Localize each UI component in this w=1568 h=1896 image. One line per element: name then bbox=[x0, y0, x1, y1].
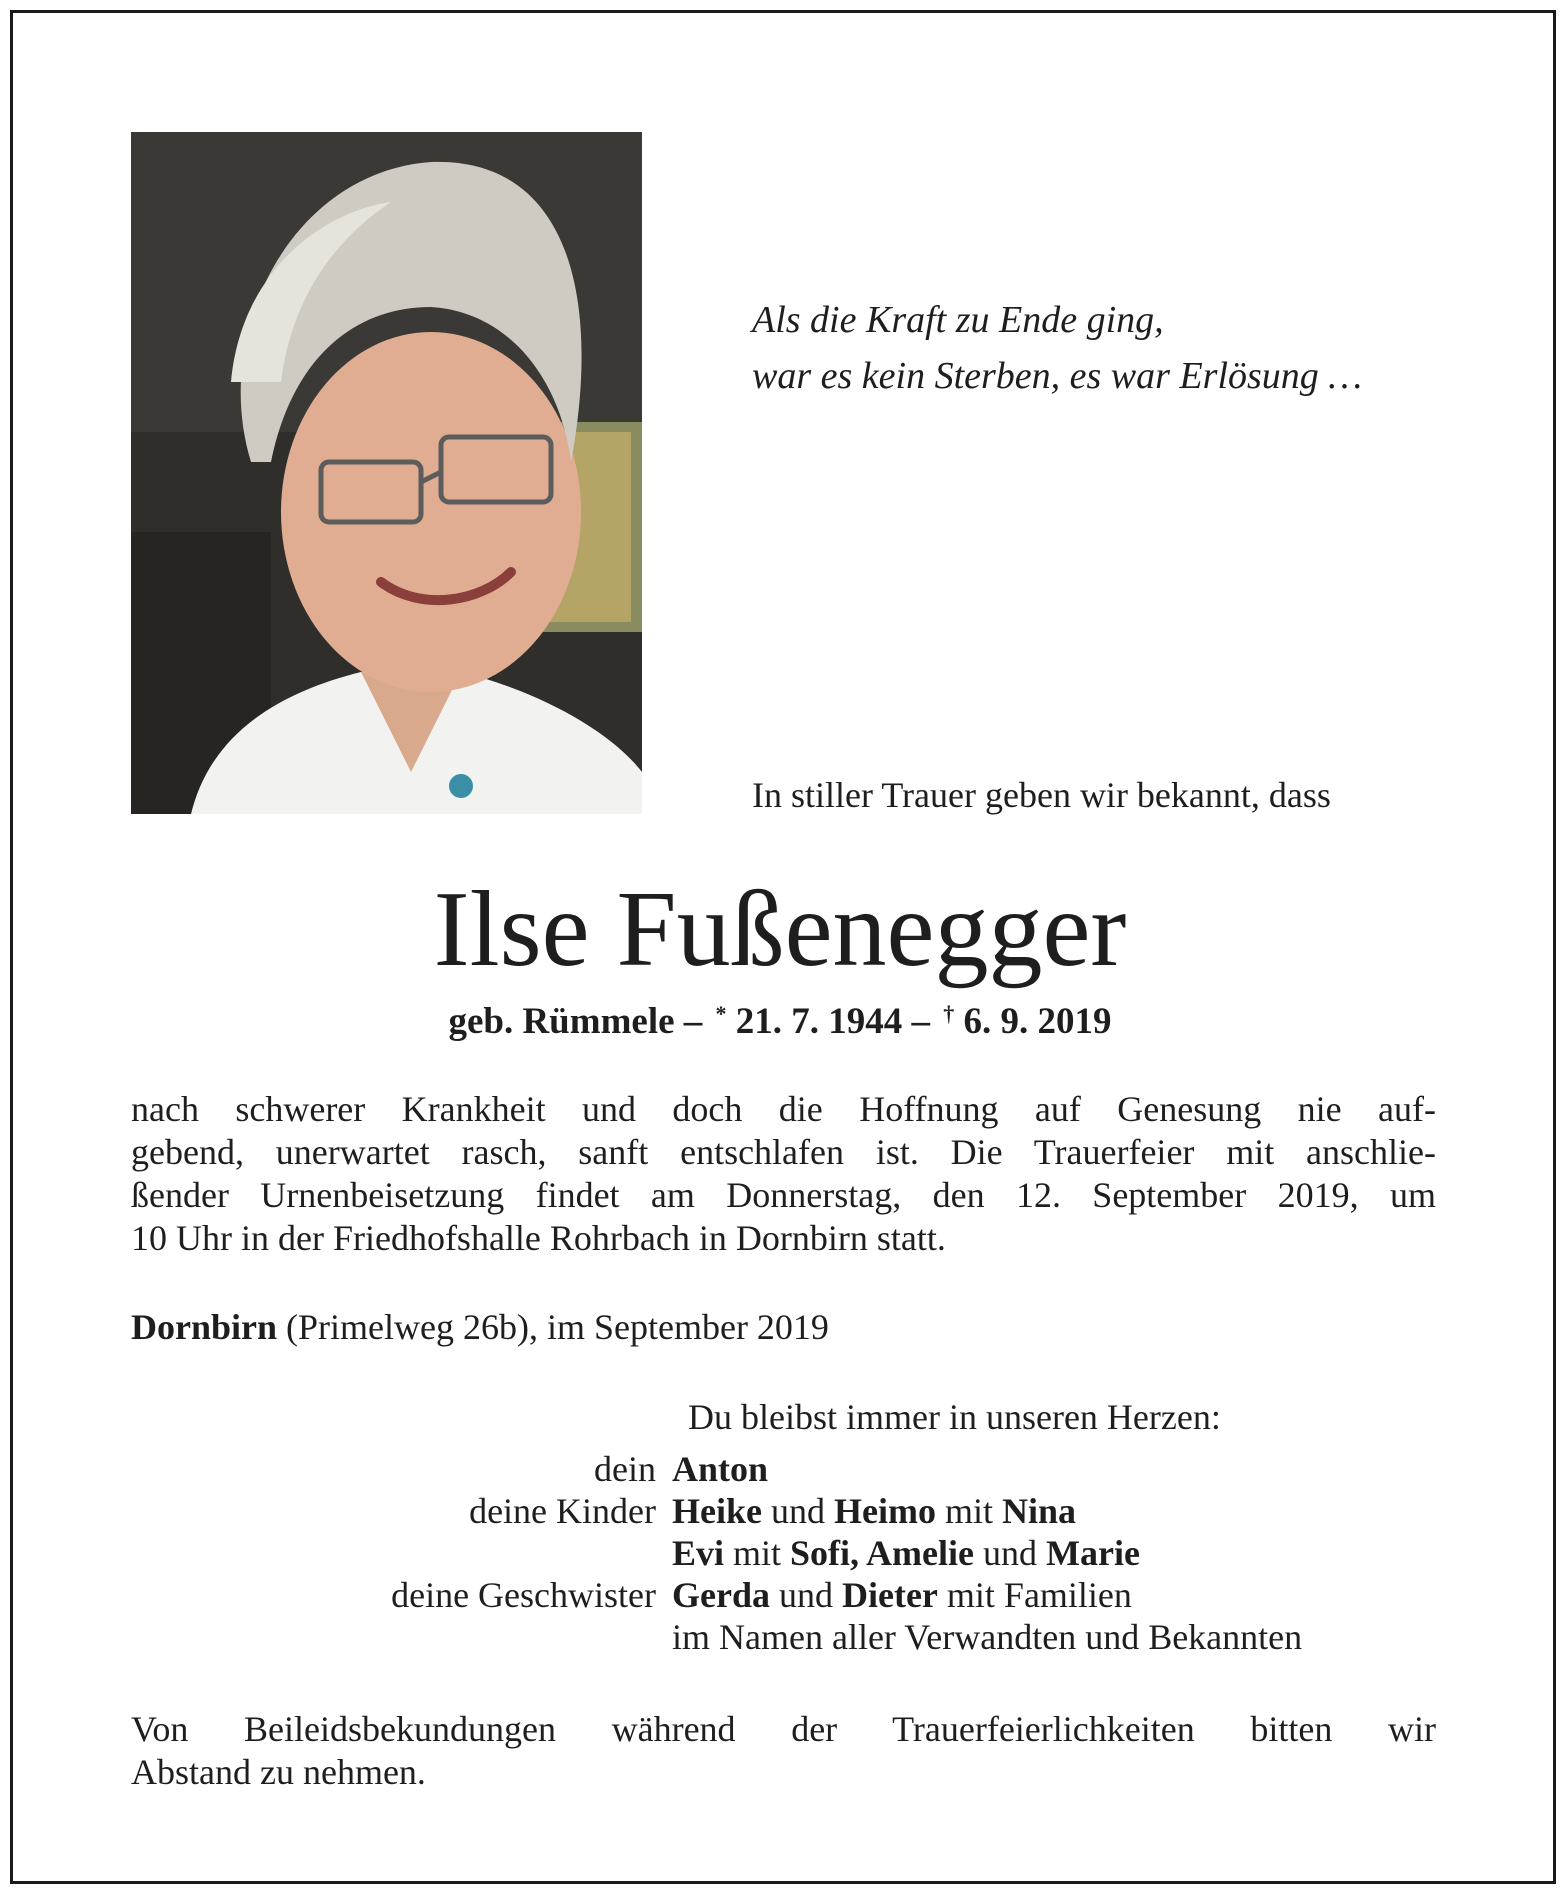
mourner-connector: mit bbox=[935, 1491, 1002, 1531]
notice-body bbox=[131, 1088, 1436, 1260]
mourner-name: Heimo bbox=[833, 1491, 936, 1531]
body-line: gebend, unerwartet rasch, sanft entschlafen ist. Die Trauerfeier mit anschlie- bbox=[131, 1132, 1436, 1172]
mourner-relation bbox=[131, 1616, 672, 1658]
mourner-relation: deine Kinder bbox=[469, 1491, 656, 1531]
birth-death-line bbox=[0, 1000, 1568, 1043]
announcement-text: In stiller Trauer geben wir bekannt, dass bbox=[752, 775, 1331, 815]
closing-line: Du bleibst immer in unseren Herzen: bbox=[688, 1397, 1221, 1437]
mourners-list bbox=[131, 1448, 1436, 1658]
place-date-line bbox=[131, 1306, 829, 1348]
final-line: Von Beileidsbekundungen während der Trauerfeierlichkeiten bitten wir bbox=[131, 1709, 1436, 1749]
portrait-photo bbox=[131, 132, 642, 814]
mourner-connector: mit bbox=[724, 1533, 791, 1573]
mourner-name: Dieter bbox=[841, 1575, 938, 1615]
mourner-names bbox=[672, 1490, 1436, 1532]
mourner-name: Heike bbox=[672, 1491, 762, 1531]
deceased-name bbox=[0, 870, 1568, 990]
death-date: 6. 9. 2019 bbox=[954, 1001, 1112, 1042]
mourner-relation bbox=[131, 1532, 672, 1574]
final-note bbox=[131, 1708, 1436, 1794]
mourner-connector: und bbox=[974, 1533, 1047, 1573]
mourner-names bbox=[672, 1532, 1436, 1574]
mourner-relation: deine Geschwister bbox=[391, 1575, 656, 1615]
memorial-quote bbox=[752, 292, 1362, 404]
mourner-name: Sofi, Amelie bbox=[790, 1533, 975, 1573]
mourner-row bbox=[131, 1490, 1436, 1532]
deceased-name-text: Ilse Fußenegger bbox=[433, 870, 1127, 989]
mourner-connector: mit Familien bbox=[937, 1575, 1132, 1615]
body-line: 10 Uhr in der Friedhofshalle Rohrbach in Dornbirn statt. bbox=[131, 1218, 946, 1258]
quote-line-2: war es kein Sterben, es war Erlösung … bbox=[752, 355, 1363, 397]
final-line: Abstand zu nehmen. bbox=[131, 1752, 426, 1792]
mourner-name: Evi bbox=[672, 1533, 725, 1573]
birth-date: 21. 7. 1944 – bbox=[726, 1001, 940, 1042]
mourner-relation: dein bbox=[594, 1449, 656, 1489]
body-line: nach schwerer Krankheit und doch die Hoffnung auf Genesung nie auf- bbox=[131, 1089, 1436, 1129]
mourner-name: Nina bbox=[1001, 1491, 1077, 1531]
birth-symbol: * bbox=[715, 1001, 727, 1026]
mourner-name: Marie bbox=[1046, 1533, 1140, 1573]
mourner-name: Anton bbox=[672, 1449, 769, 1489]
mourner-names bbox=[672, 1448, 1436, 1490]
quote-line-1: Als die Kraft zu Ende ging, bbox=[752, 299, 1164, 341]
mourner-row bbox=[131, 1448, 1436, 1490]
mourner-connector: und bbox=[761, 1491, 834, 1531]
mourner-row bbox=[131, 1532, 1436, 1574]
mourner-connector: und bbox=[769, 1575, 842, 1615]
mourner-names bbox=[672, 1574, 1436, 1616]
mourner-names bbox=[672, 1616, 1436, 1658]
mourner-name: Gerda bbox=[672, 1575, 770, 1615]
mourner-row bbox=[131, 1574, 1436, 1616]
maiden-name: geb. Rümmele – bbox=[448, 1001, 712, 1042]
mourner-connector: im Namen aller Verwandten und Bekannten bbox=[672, 1617, 1303, 1657]
body-line: ßender Urnenbeisetzung findet am Donnerstag, den 12. September 2019, um bbox=[131, 1175, 1436, 1215]
place-address-date: (Primelweg 26b), im September 2019 bbox=[277, 1307, 829, 1347]
place-city: Dornbirn bbox=[131, 1307, 278, 1347]
death-symbol: † bbox=[943, 1001, 955, 1026]
mourner-row bbox=[131, 1616, 1436, 1658]
